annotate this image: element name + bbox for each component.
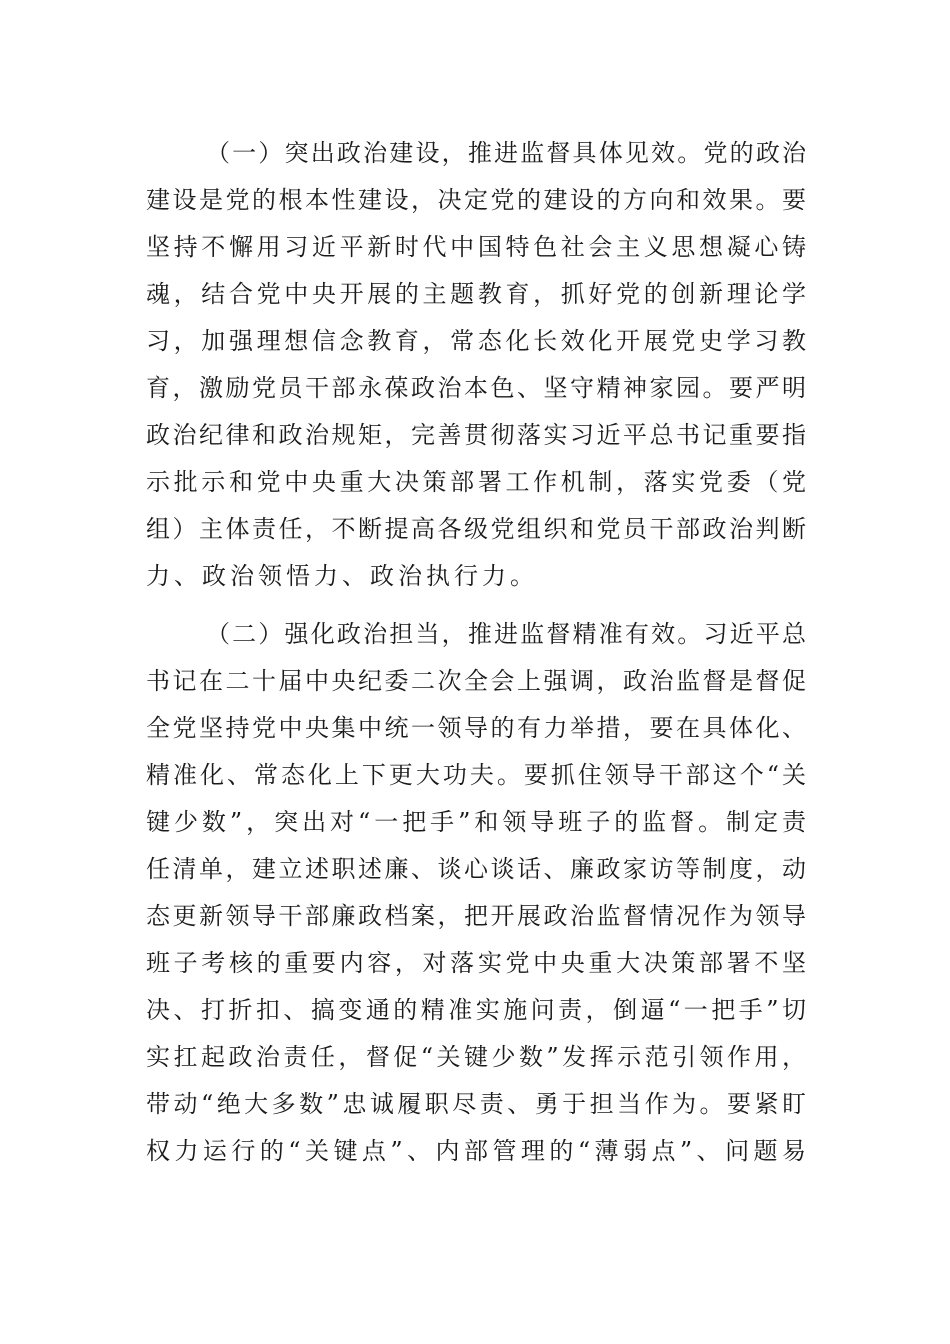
text-line: 全党坚持党中央集中统一领导的有力举措，要在具体化、 xyxy=(146,714,806,742)
text-line: 政治纪律和政治规矩，完善贯彻落实习近平总书记重要指 xyxy=(146,421,806,449)
text-line: 建设是党的根本性建设，决定党的建设的方向和效果。要 xyxy=(146,186,806,214)
paragraph-1 xyxy=(146,130,806,600)
text-line: 示批示和党中央重大决策部署工作机制，落实党委（党 xyxy=(146,468,806,496)
text-line: 力、政治领悟力、政治执行力。 xyxy=(146,562,538,590)
text-line: 键少数”，突出对“一把手”和领导班子的监督。制定责 xyxy=(146,808,806,836)
text-line: 权力运行的“关键点”、内部管理的“薄弱点”、问题易 xyxy=(146,1137,806,1165)
text-line: 书记在二十届中央纪委二次全会上强调，政治监督是督促 xyxy=(146,667,806,695)
text-line: （一）突出政治建设，推进监督具体见效。党的政治 xyxy=(206,139,806,167)
paragraph-2 xyxy=(146,611,806,1175)
text-line: （二）强化政治担当，推进监督精准有效。习近平总 xyxy=(206,620,806,648)
text-line: 组）主体责任，不断提高各级党组织和党员干部政治判断 xyxy=(146,515,806,543)
document-body xyxy=(146,130,806,1175)
text-line: 魂，结合党中央开展的主题教育，抓好党的创新理论学 xyxy=(146,280,806,308)
text-line: 班子考核的重要内容，对落实党中央重大决策部署不坚 xyxy=(146,949,806,977)
text-line: 习，加强理想信念教育，常态化长效化开展党史学习教 xyxy=(146,327,806,355)
text-line: 精准化、常态化上下更大功夫。要抓住领导干部这个“关 xyxy=(146,761,806,789)
text-line: 态更新领导干部廉政档案，把开展政治监督情况作为领导 xyxy=(146,902,806,930)
text-line: 决、打折扣、搞变通的精准实施问责，倒逼“一把手”切 xyxy=(146,996,806,1024)
text-line: 实扛起政治责任，督促“关键少数”发挥示范引领作用， xyxy=(146,1043,806,1071)
text-line: 任清单，建立述职述廉、谈心谈话、廉政家访等制度，动 xyxy=(146,855,806,883)
text-line: 育，激励党员干部永葆政治本色、坚守精神家园。要严明 xyxy=(146,374,806,402)
paragraph-spacer xyxy=(146,600,806,611)
text-line: 坚持不懈用习近平新时代中国特色社会主义思想凝心铸 xyxy=(146,233,806,261)
text-line: 带动“绝大多数”忠诚履职尽责、勇于担当作为。要紧盯 xyxy=(146,1090,806,1118)
